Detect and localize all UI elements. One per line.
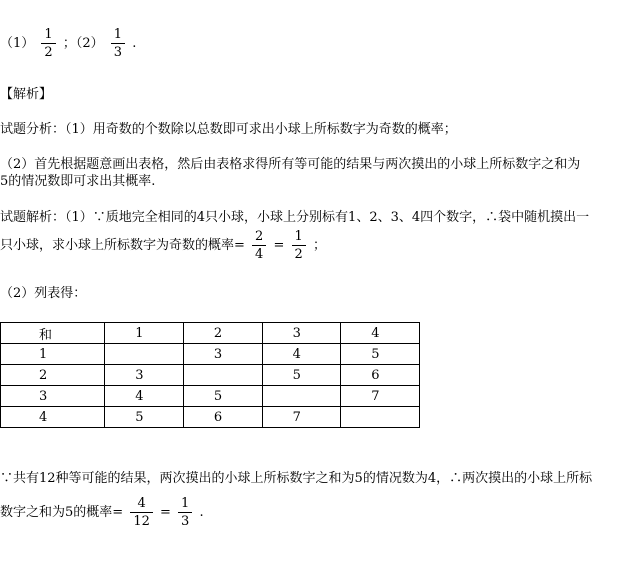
table-cell: 3 — [262, 323, 341, 344]
table-row — [1, 344, 420, 365]
table-row — [1, 365, 420, 386]
table-cell: 4 — [105, 386, 184, 407]
conclusion-end: . — [199, 505, 204, 520]
table-cell: 和 — [1, 323, 105, 344]
analysis-line-1: 试题分析：（1）用奇数的个数除以总数即可求出小球上所标数字为奇数的概率； — [0, 122, 457, 137]
answer-line — [0, 26, 136, 61]
table-cell: 3 — [183, 344, 262, 365]
section-heading: 【解析】 — [0, 87, 53, 102]
answer-part1-label: （1） — [0, 36, 35, 51]
table-cell — [341, 407, 420, 428]
table-cell — [105, 344, 184, 365]
table-cell — [262, 386, 341, 407]
solution-line-2-text: 只小球，求小球上所标数字为奇数的概率= — [0, 238, 245, 253]
solution-fraction-2: $\frac{1}{2}$ — [292, 228, 306, 263]
table-cell: 5 — [183, 386, 262, 407]
conclusion-line-1: ∵共有12种等可能的结果，两次摸出的小球上所标数字之和为5的情况数为4，∴两次摸出的小球上所标 — [0, 471, 593, 486]
conclusion-line-2-text: 数字之和为5的概率= — [0, 505, 124, 520]
table-row — [1, 386, 420, 407]
table-cell: 5 — [341, 344, 420, 365]
table-row — [1, 407, 420, 428]
table-cell: 2 — [183, 323, 262, 344]
table-cell: 6 — [183, 407, 262, 428]
table-cell: 7 — [262, 407, 341, 428]
solution-line-1: 试题解析：（1）∵质地完全相同的4只小球，小球上分别标有1、2、3、4四个数字，∴袋中随机摸出一 — [0, 210, 590, 225]
table-cell: 3 — [105, 365, 184, 386]
solution-line-2 — [0, 228, 326, 263]
conclusion-line-2 — [0, 495, 204, 530]
table-cell: 4 — [341, 323, 420, 344]
table-cell: 7 — [341, 386, 420, 407]
table-cell: 5 — [105, 407, 184, 428]
analysis-line-2: （2）首先根据题意画出表格，然后由表格求得所有等可能的结果与两次摸出的小球上所标数字之和为 — [0, 157, 581, 172]
answer-end: . — [132, 36, 137, 51]
conclusion-equals: = — [160, 505, 171, 520]
table-cell: 1 — [1, 344, 105, 365]
table-cell: 4 — [1, 407, 105, 428]
table-caption: （2）列表得： — [0, 286, 87, 301]
table-cell — [183, 365, 262, 386]
solution-line-2-end: ； — [312, 238, 326, 253]
table-cell: 2 — [1, 365, 105, 386]
table-header-row — [1, 323, 420, 344]
table-cell: 1 — [105, 323, 184, 344]
analysis-line-3: 5的情况数即可求出其概率. — [0, 174, 156, 189]
answer-fraction-1: $\frac{1}{2}$ — [41, 26, 55, 61]
table-cell: 3 — [1, 386, 105, 407]
conclusion-fraction-1: $\frac{4}{12}$ — [130, 495, 153, 530]
solution-equals: = — [273, 238, 285, 253]
solution-fraction-1: $\frac{2}{4}$ — [252, 228, 266, 263]
table-cell: 4 — [262, 344, 341, 365]
sum-table — [0, 322, 420, 428]
answer-fraction-2: $\frac{1}{3}$ — [111, 26, 125, 61]
conclusion-fraction-2: $\frac{1}{3}$ — [178, 495, 192, 530]
table-cell: 5 — [262, 365, 341, 386]
answer-separator: ；（2） — [62, 36, 104, 51]
table-cell: 6 — [341, 365, 420, 386]
